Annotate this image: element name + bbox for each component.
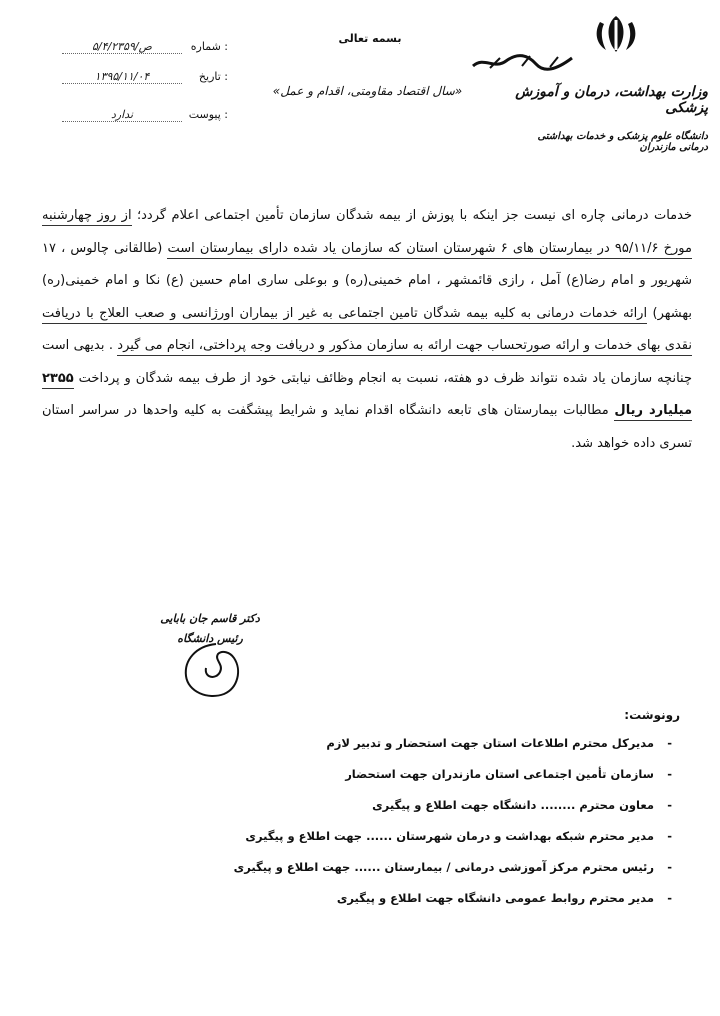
cc-item: - سازمان تأمین اجتماعی استان مازندران جهت استحضار xyxy=(202,767,672,798)
body-part-3: (طالقانی چالوس ، ۱۷ شهریور و امام رضا(ع) آمل ، رازی قائمشهر ، امام خمینی(ره) و بوعلی ساری امام حسین (ع) نکا و امام خمینی(ره) بهشهر) xyxy=(42,240,693,321)
signatory-name: دکتر قاسم جان بابایی xyxy=(160,612,260,625)
org-calligraphy-logo xyxy=(470,52,575,72)
body-amount-bold: ۲۳۵۵ میلیارد ریال xyxy=(42,371,692,422)
cc-list xyxy=(202,736,672,922)
attachment-row xyxy=(28,108,228,126)
cc-item: - مدیر محترم شبکه بهداشت و درمان شهرستان ...... جهت اطلاع و پیگیری xyxy=(202,829,672,860)
signatory-title: رئیس دانشگاه xyxy=(177,632,243,645)
besmeh-heading: بسمه تعالی xyxy=(338,32,402,45)
attachment-value: ندارد xyxy=(62,108,182,122)
number-value: ۵/۴/۲۳۵۹/ص xyxy=(62,40,182,54)
letter-number-row xyxy=(28,40,228,58)
cc-item: - معاون محترم ........ دانشگاه جهت اطلاع و پیگیری xyxy=(202,798,672,829)
date-label: تاریخ : xyxy=(198,70,228,83)
ministry-name: وزارت بهداشت، درمان و آموزش پزشکی xyxy=(515,84,708,116)
year-slogan: «سال اقتصاد مقاومتی، اقدام و عمل» xyxy=(272,84,463,98)
signature-mark xyxy=(178,640,248,702)
cc-label: رونوشت: xyxy=(624,708,680,722)
body-underlined-2: ارائه خدمات درمانی به کلیه بیمه شدگان تامین اجتماعی به غیر از بیماران اورژانسی و صعب العلاج با دریافت نقدی بهای خدمات و ارائه صورتحساب جهت ارائه به سازمان مذکور و دریافت وجه پرداختی، انجام می گیرد xyxy=(42,306,692,357)
body-underlined-1: از روز چهارشنبه مورخ ۹۵/۱۱/۶ در بیمارستان های ۶ شهرستان استان که سازمان یاد شده دارای بیمارستان است xyxy=(42,208,692,259)
cc-item: - رئیس محترم مرکز آموزشی درمانی / بیمارستان ...... جهت اطلاع و پیگیری xyxy=(202,860,672,891)
cc-item: - مدیرکل محترم اطلاعات استان جهت استحضار و تدبیر لازم xyxy=(202,736,672,767)
university-name: دانشگاه علوم پزشکی و خدمات بهداشتی درمانی مازندران xyxy=(537,131,708,153)
body-part-7: مطالبات بیمارستان های تابعه دانشگاه اقدام نماید و شرایط پیشگفت به کلیه واحدها در سراسر استان تسری داده خواهد شد. xyxy=(42,403,692,451)
attachment-label: پیوست : xyxy=(188,108,228,121)
body-part-1: خدمات درمانی چاره ای نیست جز اینکه با پوزش از بیمه شدگان سازمان تأمین اجتماعی اعلام گردد؛ xyxy=(131,208,692,223)
body-part-5: . بدیهی است چنانچه سازمان یاد شده نتواند ظرف دو هفته، نسبت به انجام وظائف نیابتی خود از طرف بیمه شدگان و پرداخت xyxy=(42,338,692,386)
number-label: شماره : xyxy=(190,40,228,53)
letter-body xyxy=(42,200,692,460)
letter-date-row xyxy=(28,70,228,88)
date-value: ۱۳۹۵/۱۱/۰۴ xyxy=(62,70,182,84)
cc-item: - مدیر محترم روابط عمومی دانشگاه جهت اطلاع و پیگیری xyxy=(202,891,672,922)
iran-emblem-icon xyxy=(592,12,640,56)
